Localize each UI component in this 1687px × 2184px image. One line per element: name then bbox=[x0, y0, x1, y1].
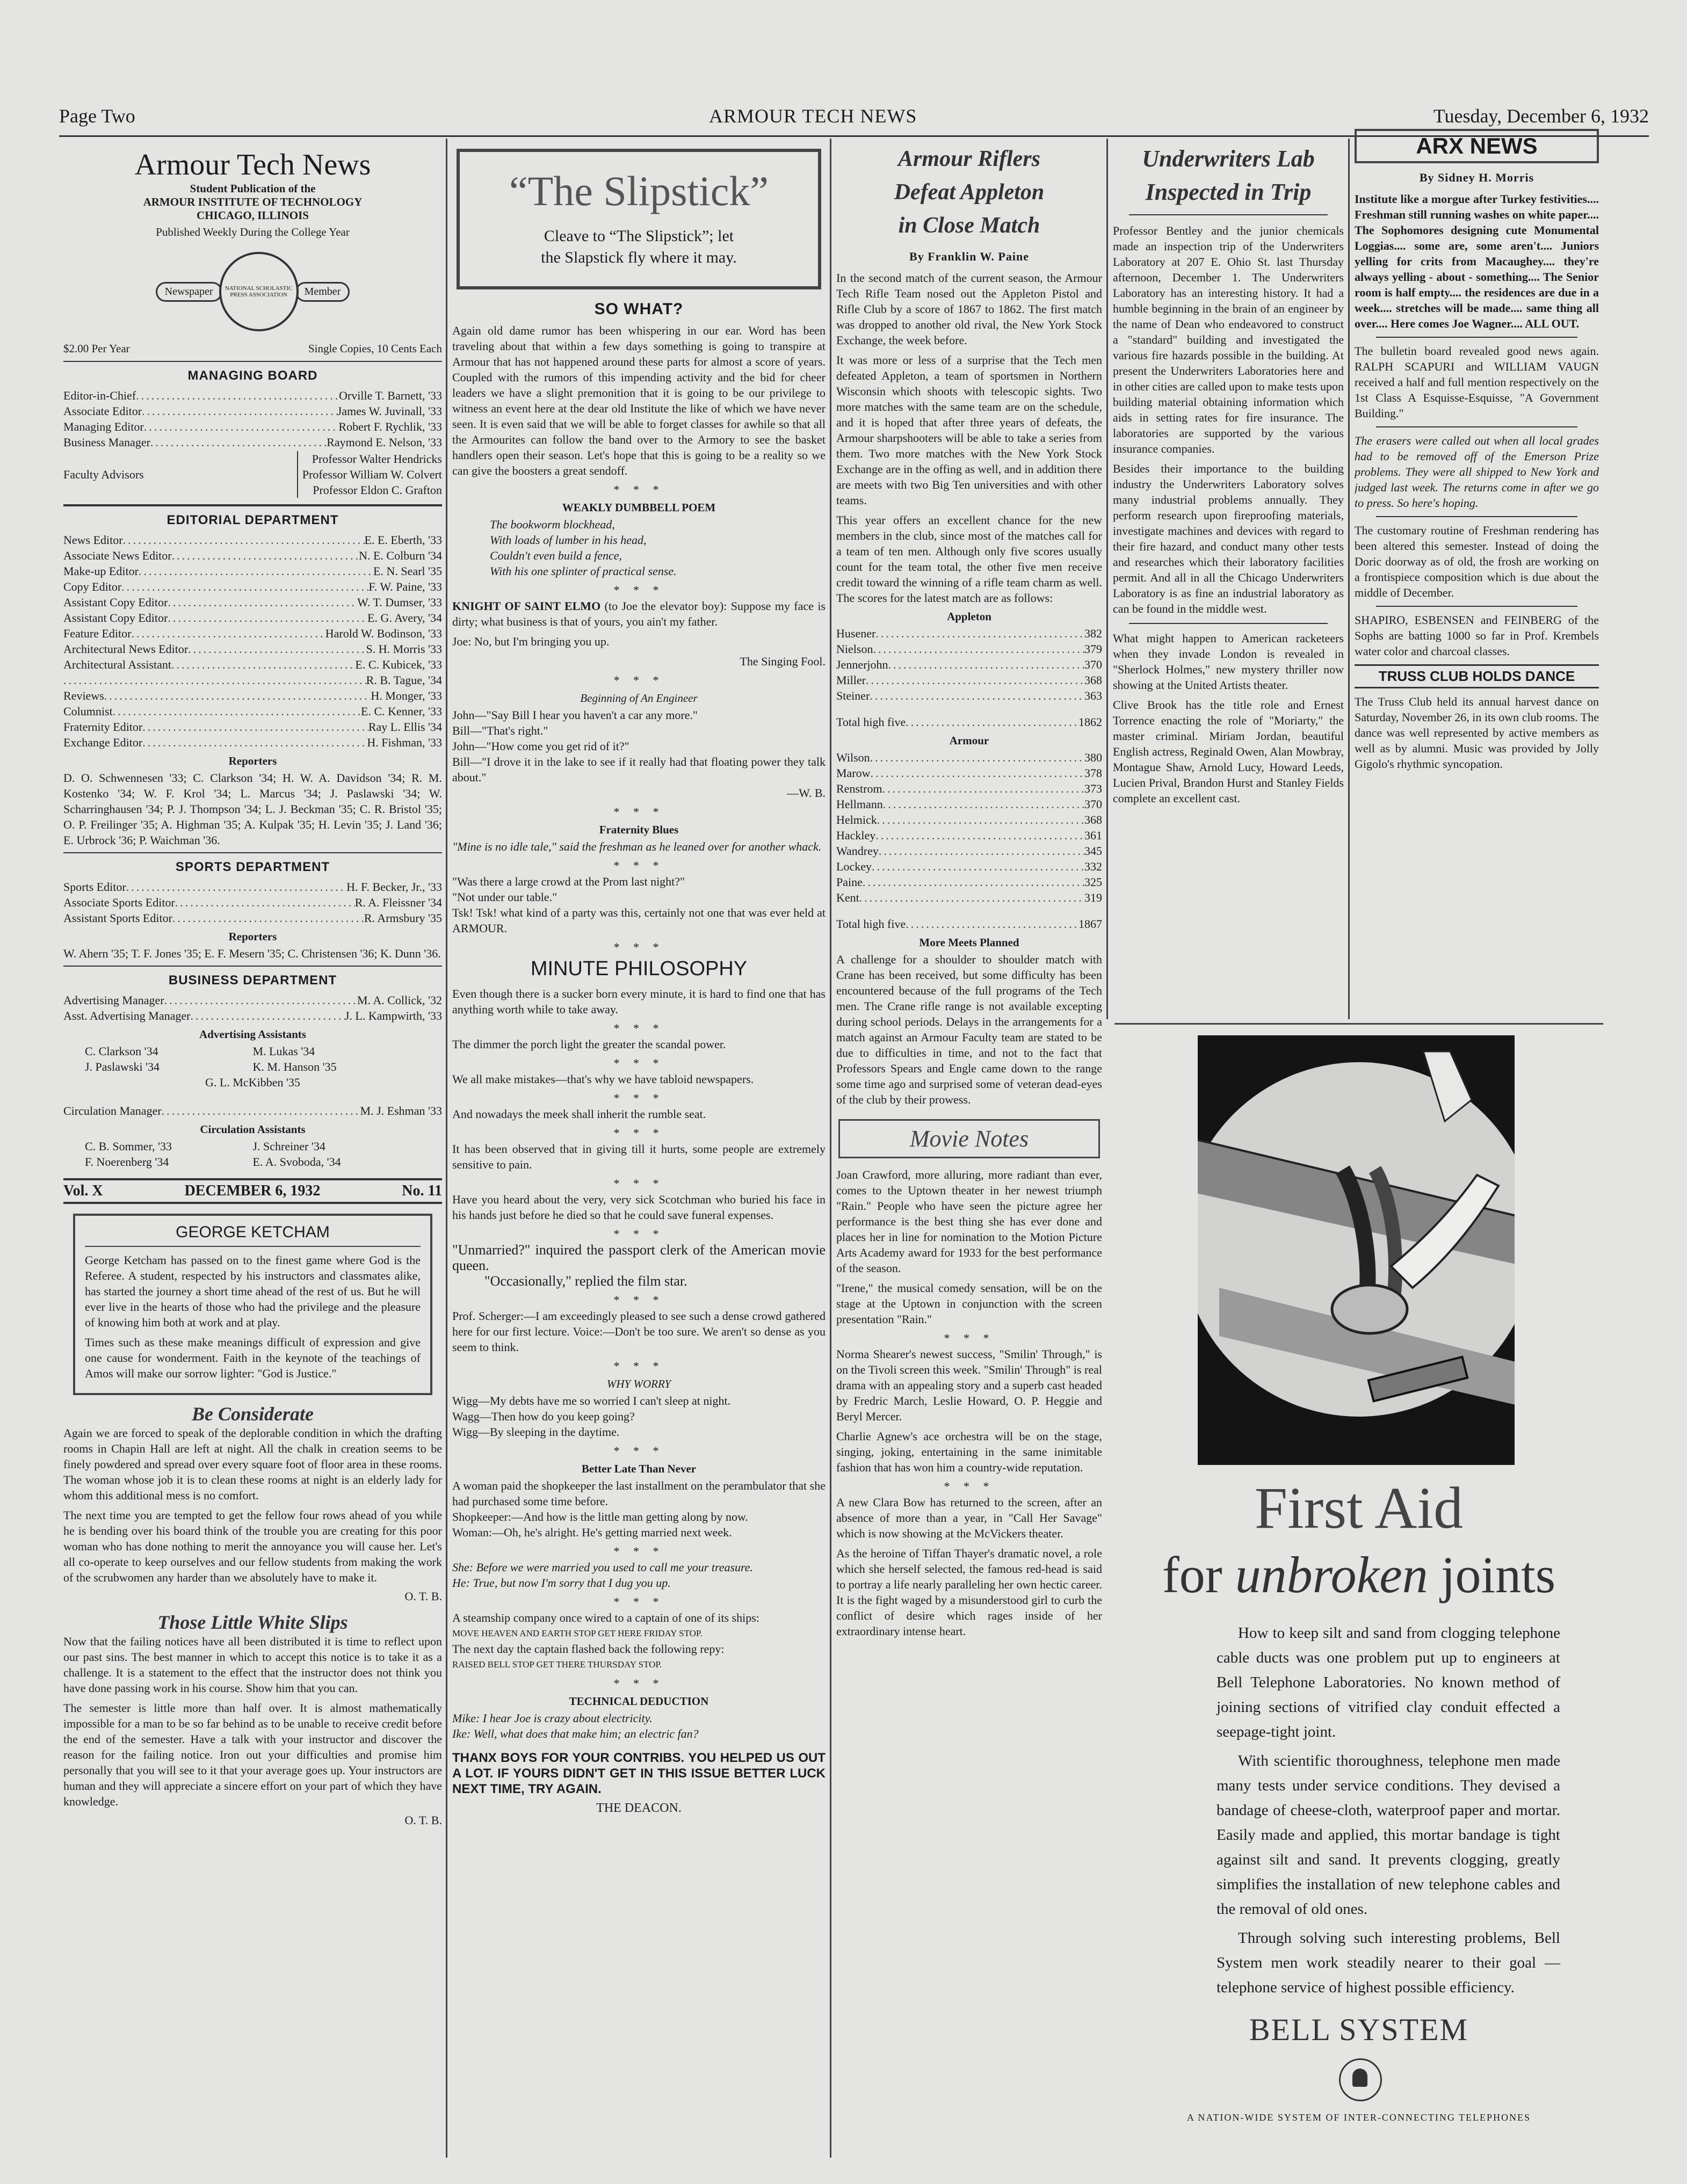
staff-role: Feature Editor bbox=[63, 627, 132, 640]
score-row bbox=[836, 859, 1102, 874]
shooter-name: Renstrom bbox=[836, 782, 882, 795]
staff-name: H. Fishman, '33 bbox=[367, 736, 442, 749]
staff-row bbox=[63, 672, 442, 688]
nameplate-line: CHICAGO, ILLINOIS bbox=[197, 209, 309, 222]
staff-name: Robert F. Rychlik, '33 bbox=[338, 420, 442, 433]
staff-name: R. A. Fleissner '34 bbox=[354, 896, 442, 909]
price-line: $2.00 Per Year Single Copies, 10 Cents Each bbox=[63, 342, 442, 355]
minute-philosophy: Even though there is a sucker born every minute, it is hard to find one that has anything worth while to take away. * * * The dimmer the porch light the greater the scandal power. * * * We all make mistakes—that's why we have tabloid newspapers. * * * And nowadays the meek shall inherit the rumble seat. * * * It has been observed that in giving till it hurts, some people are extremely sensitive to pain. * * * Have you heard about the very, very sick Scotchman who buried his face in his hands just before he died so that he could save funeral expenses. bbox=[452, 987, 826, 1222]
staff-row bbox=[63, 910, 442, 926]
shooter-name: Hellmann bbox=[836, 797, 883, 811]
staff-role: Assistant Copy Editor bbox=[63, 611, 168, 625]
shooter-score: 361 bbox=[1084, 829, 1102, 842]
bell-system-tagline: A NATION-WIDE SYSTEM OF INTER-CONNECTING TELEPHONES bbox=[1186, 2112, 1531, 2123]
staff-role: Copy Editor bbox=[63, 580, 122, 593]
shooter-score: 325 bbox=[1084, 875, 1102, 889]
staff-role: Columnist bbox=[63, 705, 113, 718]
score-row bbox=[836, 657, 1102, 672]
shooter-name: Marow bbox=[836, 766, 871, 780]
staff-name: E. C. Kenner, '33 bbox=[361, 705, 442, 718]
staff-name: W. T. Dumser, '33 bbox=[357, 596, 442, 609]
column-rule bbox=[446, 139, 447, 2158]
shooter-score: 1867 bbox=[1078, 917, 1102, 931]
score-row bbox=[836, 796, 1102, 812]
shooter-score: 370 bbox=[1084, 658, 1102, 671]
shooter-score: 319 bbox=[1084, 891, 1102, 904]
staff-role: Business Manager bbox=[63, 436, 150, 449]
white-slips-editorial: Those Little White Slips Now that the failing notices have all been distributed it is time to reflect upon our past sins. The best manner in which to accept this notice is to take it as a challenge. It is a statement to the effect that the instructor does not think you have done passing work in his course. Show him that you can. The semester is little more than half over. It is almost mathematically impossible for a man to be so far behind as to be unable to receive credit before the end of the semester. Have a talk with your instructor and discover the reason for the failing notice. Iron out your difficulties and promise him personally that you will see to it that your average goes up. Your instructors are human and they will appreciate a sincere effort on your part of which they have knowledge. O. T. B. bbox=[63, 1612, 442, 1827]
score-row bbox=[836, 672, 1102, 688]
shooter-name: Jennerjohn bbox=[836, 658, 888, 671]
arx-news-column: ARX NEWS By Sidney H. Morris Institute like a morgue after Turkey festivities.... Freshman still running washes on white paper.... The Sophomores designing cute Monumental Loggias.... some are, some aren't.... Juniors yelling for crits from Macaughey.... they're always yelling - about - something.... The Senior room is half empty.... the residences are due in a week.... stretches will be made.... same thing all over.... Here comes Joe Wagner.... ALL OUT. The bulletin board revealed good news again. RALPH SCAPURI and WILLIAM VAUGN received a half and full mention respectively on the 1st Class A Esquisse-Esquisse, "A Government Building." The erasers were called out when all local grades had to be removed off of the Emerson Prize problems. They were all shipped to New York and judged last week. The returns come in after we go to press. So here's hoping. The customary routine of Freshman rendering has been altered this semester. Instead of doing the Doric doorway as of old, the frosh are working on a frontispiece composition which is due about the middle of December. SHAPIRO, ESBENSEN and FEINBERG of the Sophs are batting 1000 so far in Prof. Krembels water color and charcoal classes. TRUSS CLUB HOLDS DANCE The Truss Club held its annual harvest dance on Saturday, November 26, in its own club rooms. The dance was well represented by active members as well as by alumni. Music was provided by Jolly Gigolo's rhythmic syncopation. bbox=[1355, 129, 1599, 1018]
staff-row bbox=[63, 735, 442, 750]
staff-name: J. L. Kampwirth, '33 bbox=[344, 1009, 442, 1022]
score-row bbox=[836, 890, 1102, 905]
score-row bbox=[836, 765, 1102, 781]
editorial-department: EDITORIAL DEPARTMENT News Editor ..... E. E. Eberth, '33 Associate News Editor ..... N. E. Colburn '34 Make-up Editor ..... E. N. Searl '35 Copy Editor ..... F. W. Paine, '33 Assistant Copy Editor ..... W. T. Dumser, '33 Assistant Copy Editor ..... E. G. Avery, '34 Feature Editor ..... Harold W. Bodinson, '33 Architectural News Editor ..... S. H. Morris '33 Architectural Assistant ..... E. C. Kubicek, '33 ..... R. B. Tague, '34 Reviews ..... H. Monger, '33 Columnist ..... E. C. Kenner, '33 Fraternity Editor ..... Ray L. Ellis '34 Exchange Editor ..... H. Fishman, '33 Reporters D. O. Schwennesen '33; C. Clarkson '34; H. W. A. Davidson '34; R. M. Kostenko '34; W. F. Krol '34; L. Marcus '34; J. Paslawski '34; W. Scharringhausen '34; P. J. Thompson '34; L. J. Beckman '35; C. R. Bristol '35; O. P. Freilinger '35; A. Highman '35; A. Kulpak '35; H. Levin '35; J. Land '36; E. Urbrock '36; P. Waichman '36. bbox=[63, 513, 442, 848]
staff-row bbox=[63, 992, 442, 1008]
shooter-name: Husener bbox=[836, 627, 876, 640]
movie-notes-heading: Movie Notes bbox=[838, 1119, 1100, 1158]
staff-name: Orville T. Barnett, '33 bbox=[339, 389, 442, 402]
shooter-name: Hackley bbox=[836, 829, 876, 842]
staff-role: Associate News Editor bbox=[63, 549, 172, 562]
staff-role: Editor-in-Chief bbox=[63, 389, 136, 402]
ad-body: How to keep silt and sand from clogging telephone cable ducts was one problem put up to engineers at Bell Telephone Laboratories. No known method of joining sections of vitrified clay conduit effected a seepage-tight joint. With scientific thoroughness, telephone men made many tests under service conditions. They devised a bandage of cheese-cloth, waterproof paper and mortar. Easily made and applied, this mortar bandage is tight against silt and sand. It prevents clogging, greatly simplifies the installation of new telephone cables and the removal of old ones. Through solving such interesting problems, Bell System men work steadily nearer to their goal —telephone service of highest possible efficiency. bbox=[1217, 1624, 1560, 1996]
bell-system-brand: BELL SYSTEM bbox=[1249, 2012, 1469, 2047]
score-row bbox=[836, 641, 1102, 657]
score-row bbox=[836, 812, 1102, 828]
staff-row bbox=[63, 703, 442, 719]
nameplate-title: Armour Tech News bbox=[134, 148, 371, 182]
ad-headline-line1: First Aid bbox=[1254, 1475, 1464, 1541]
score-row bbox=[836, 843, 1102, 859]
staff-row bbox=[63, 403, 442, 419]
shooter-score: 382 bbox=[1084, 627, 1102, 640]
score-row bbox=[836, 626, 1102, 641]
staff-name: N. E. Colburn '34 bbox=[359, 549, 442, 562]
ad-headline-line2: for unbroken joints bbox=[1162, 1546, 1556, 1603]
shooter-score: 332 bbox=[1084, 860, 1102, 873]
staff-row bbox=[63, 548, 442, 563]
shooter-name: Wandrey bbox=[836, 844, 879, 858]
staff-role: Associate Sports Editor bbox=[63, 896, 175, 909]
sports-department: SPORTS DEPARTMENT Sports Editor ..... H. F. Becker, Jr., '33 Associate Sports Editor ..... R. A. Fleissner '34 Assistant Sports Editor ..... R. Armsbury '35 Reporters W. Ahern '35; T. F. Jones '35; E. F. Mesern '35; C. Christensen '36; K. Dunn '36. bbox=[63, 860, 442, 961]
shooter-score: 379 bbox=[1084, 642, 1102, 656]
staff-row bbox=[63, 532, 442, 548]
minute-philosophy-heading: MINUTE PHILOSOPHY bbox=[530, 957, 748, 980]
shooter-name: Lockey bbox=[836, 860, 872, 873]
staff-row bbox=[63, 1008, 442, 1024]
staff-name: R. Armsbury '35 bbox=[364, 911, 442, 925]
staff-row bbox=[63, 641, 442, 657]
staff-row bbox=[63, 419, 442, 434]
score-row bbox=[836, 688, 1102, 703]
business-department: BUSINESS DEPARTMENT Advertising Manager ..... M. A. Collick, '32 Asst. Advertising Manager ..... J. L. Kampwirth, '33 Advertising Assistants C. Clarkson '34 M. Lukas '34 J. Paslawski '34 K. M. Hanson '35 G. L. McKibben '35 Circulation Manager ..... M. J. Eshman '33 Circulation Assistants C. B. Sommer, '33 J. Schreiner '34 F. Noerenberg '34 E. A. Svoboda, '34 bbox=[63, 973, 442, 1170]
staff-role: Assistant Copy Editor bbox=[63, 596, 168, 609]
staff-role: Associate Editor bbox=[63, 404, 142, 418]
staff-role: Sports Editor bbox=[63, 880, 126, 894]
staff-role: Advertising Manager bbox=[63, 993, 164, 1007]
nameplate-line: Student Publication of the bbox=[190, 182, 316, 195]
staff-row bbox=[63, 719, 442, 735]
dumbbell-poem: The bookworm blockhead, With loads of lumber in his head, Couldn't even build a fence, With his one splinter of practical sense. bbox=[490, 518, 677, 578]
appleton-score-table bbox=[836, 626, 1102, 730]
staff-role: Architectural News Editor bbox=[63, 642, 189, 656]
staff-row bbox=[63, 388, 442, 403]
shooter-name: Wilson bbox=[836, 751, 870, 764]
shooter-name: Kent bbox=[836, 891, 859, 904]
staff-name: E. E. Eberth, '33 bbox=[364, 533, 442, 547]
staff-row bbox=[63, 434, 442, 450]
score-row bbox=[836, 828, 1102, 843]
engineer-joke: John—"Say Bill I hear you haven't a car any more." Bill—"That's right." John—"How come you get rid of it?" Bill—"I drove it in the lake to see if it really had that floating power they talk about." bbox=[452, 708, 826, 784]
staff-name: Ray L. Ellis '34 bbox=[368, 720, 442, 734]
staff-row bbox=[63, 688, 442, 703]
staff-name: H. F. Becker, Jr., '33 bbox=[346, 880, 442, 894]
shooter-name: Total high five bbox=[836, 715, 906, 729]
shooter-score: 345 bbox=[1084, 844, 1102, 858]
bell-system-advertisement bbox=[1114, 1023, 1603, 2147]
shooter-name: Nielson bbox=[836, 642, 873, 656]
column-rule bbox=[1348, 139, 1350, 1019]
score-row bbox=[836, 781, 1102, 796]
staff-row bbox=[63, 879, 442, 895]
ketcham-memorial-box: GEORGE KETCHAM George Ketcham has passed on to the finest game where God is the Referee. A student, respected by his instructors and classmates alike, has started the journey a short time ahead of the rest of us. But he will ever live in the hearts of those who had the privilege and the pleasure of knowing him both at work and at play. Times such as these make meanings difficult of expression and give one cause for wonderment. Faith in the keynote of the teachings of Amos will make our sorrow lighter: "God is Justice." bbox=[73, 1214, 432, 1395]
sports-reporters: W. Ahern '35; T. F. Jones '35; E. F. Mesern '35; C. Christensen '36; K. Dunn '36. bbox=[63, 947, 441, 960]
staff-row: Circulation Manager ..... M. J. Eshman '33 bbox=[63, 1103, 442, 1119]
riflers-column: Armour Riflers Defeat Appleton in Close Match By Franklin W. Paine In the second match of the current season, the Armour Tech Rifle Team nosed out the Appleton Pistol and Rifle Club by a score of 1867 to 1862. The first match was dropped to another old rival, the New York Stock Exchange, the week before. It was more or less of a surprise that the Tech men defeated Appleton, a team of sportsmen in Northern Wisconsin which shoots with telescopic sights. Two more matches with the same team are on the schedule, and it is hoped that after three years of defeats, the Armour sharpshooters will be able to take a series from them. Two more matches with the New York Stock Exchange are in the offing as well, and in addition there are meets with two Big Ten universities and with other teams. This year offers an excellent chance for the new members in the club, since most of the matches call for a team of ten men. Although only five scores usually count for the team total, the other five men receive credit toward the winning of a rifle team charm as well. The scores for the latest match are as follows: Appleton Husener ..... 382 Nielson ..... 379 Jennerjohn ..... 370 Miller ..... 368 Steiner ..... 363 Total high five ..... 1862 Armour Wilson ..... 380 Marow ..... 378 Renstrom ..... 373 Hellmann ..... 370 Helmick ..... 368 Hackley ..... 361 Wandrey ..... 345 Lockey ..... 332 Paine ..... 325 Kent ..... 319 Total high five ..... 1867 More Meets Planned A challenge for a shoulder to shoulder match with Crane has been received, but some difficulty has been encountered because of the full programs of the Tech men. The Crane rifle range is not available excepting during school periods. Delays in the arrangements for a match against an Armour Faculty team are stated to be due to difficulties in time, and not to the fact that Professors Spears and Engle came down to the range some time ago and surprised some of veteran dead-eyes of the club by their prowess. Movie Notes Joan Crawford, more alluring, more radiant than ever, comes to the Uptown theater in her newest triumph "Rain." People who have seen the picture agree her performance is the best thing she has ever done and places her in line for nomination to the Motion Picture Arts Academy award for 1933 for the best performance of the season. "Irene," the musical comedy sensation, will be on the stage at the Uptown in conjunction with the screen presentation "Rain." * * * Norma Shearer's newest success, "Smilin' Through," is on the Tivoli screen this week. "Smilin' Through" is real drama with an appealing story and a superb cast headed by Fredric March, Leslie Howard, O. P. Heggie and Beryl Mercer. Charlie Agnew's ace orchestra will be on the stage, singing, joking, entertaining in the same inimitable fashion that has won him a country-wide reputation. * * * A new Clara Bow has returned to the screen, after an absence of more than a year, in "Call Her Savage" which is now showing at the McVickers theater. As the heroine of Tiffan Thayer's dramatic novel, a role which she herself selected, the famous red-head is said to portray a life nearly paralleling her own hectic career. It is the fight waged by a misunderstood girl to curb the conflict of desire which rages inside of her extraordinary intense heart. bbox=[836, 142, 1102, 2156]
staff-row bbox=[63, 594, 442, 610]
shooter-score: 378 bbox=[1084, 766, 1102, 780]
press-association-badge: Newspaper NATIONAL SCHOLASTIC PRESS ASSOCIATION Member bbox=[63, 252, 442, 331]
score-row bbox=[836, 750, 1102, 765]
bell-logo-icon bbox=[1339, 2058, 1382, 2101]
staff-name: E. N. Searl '35 bbox=[373, 564, 442, 578]
shooter-score: 373 bbox=[1084, 782, 1102, 795]
staff-role: Architectural Assistant bbox=[63, 658, 172, 671]
staff-role: Make-up Editor bbox=[63, 564, 139, 578]
riflers-headline: Armour Riflers Defeat Appleton in Close Match bbox=[894, 147, 1045, 238]
editorial-reporters: D. O. Schwennesen '33; C. Clarkson '34; H. W. A. Davidson '34; R. M. Kostenko '34; W. F. Krol '34; L. Marcus '34; J. Paslawski '34; W. Scharringhausen '34; P. J. Thompson '34; L. J. Beckman '35; C. R. Bristol '35; O. P. Freilinger '35; A. Highman '35; A. Kulpak '35; H. Levin '35; J. Land '36; E. Urbrock '36; P. Waichman '36. bbox=[63, 771, 442, 847]
underwriters-column: Underwriters Lab Inspected in Trip Professor Bentley and the junior chemicals made an inspection trip of the Underwriters Laboratory at 207 E. Ohio St. last Thursday afternoon, December 1. The Underwriters Laboratory has an interesting history. It had a humble beginning in the brain of an engineer by the name of Dean who endeavored to construct a "standard" building and investigated the various fire hazards possible in the building. At present the Underwriters Laboratories here and in other cities are called upon to make tests upon building material obtaining information which aids in setting rates for fire insurance. The laboratories are supported by the various insurance companies. Besides their importance to the building industry the Underwriters Laboratory solves many industrial problems annually. They perform research upon fireproofing materials, investigate machines and devices with regard to their fire hazard, and conduct many other tests and researches which their laboratory facilities permit. And all in all the Chicago Underwriters Laboratory is as fine an industrial laboratory as can be found in the middle west. What might happen to American racketeers when they invade London is revealed in "Sherlock Holmes," new mystery thriller now showing at the United Artists theater. Clive Brook has the title role and Ernest Torrence enacting the role of "Moriarty," the master criminal. Miriam Jordan, beautiful English actress, Reginald Owen, Alan Mowbray, Montague Shaw, Arnold Lucy, Howard Leeds, Lucien Prival, Brandon Hurst and Stanley Fields complete an excellent cast. bbox=[1113, 142, 1344, 1018]
staff-row bbox=[63, 579, 442, 594]
staff-role: Managing Editor bbox=[63, 420, 144, 433]
nameplate bbox=[63, 148, 442, 355]
staff-row bbox=[63, 657, 442, 672]
truss-club-heading: TRUSS CLUB HOLDS DANCE bbox=[1355, 664, 1599, 688]
staff-name: M. A. Collick, '32 bbox=[357, 993, 442, 1007]
shooter-score: 363 bbox=[1084, 689, 1102, 702]
staff-row bbox=[63, 895, 442, 910]
shooter-name: Paine bbox=[836, 875, 863, 889]
cable-duct-illustration bbox=[1198, 1035, 1515, 1465]
staff-role: Fraternity Editor bbox=[63, 720, 143, 734]
staff-and-editorial-column bbox=[63, 142, 442, 2156]
staff-name: S. H. Morris '33 bbox=[366, 642, 442, 656]
staff-name: E. C. Kubicek, '33 bbox=[355, 658, 442, 671]
shooter-score: 368 bbox=[1084, 813, 1102, 826]
column-rule bbox=[830, 139, 831, 2158]
score-row bbox=[836, 874, 1102, 890]
staff-role: News Editor bbox=[63, 533, 123, 547]
page-number: Page Two bbox=[59, 105, 135, 127]
shooter-name: Miller bbox=[836, 673, 866, 687]
shooter-score: 1862 bbox=[1078, 715, 1102, 729]
shooter-score: 380 bbox=[1084, 751, 1102, 764]
arx-news-heading: ARX NEWS bbox=[1355, 129, 1599, 163]
slipstick-banner: “The Slipstick” Cleave to “The Slipstick”; let the Slapstick fly where it may. bbox=[457, 149, 821, 289]
slipstick-title: “The Slipstick” bbox=[509, 168, 769, 214]
staff-name: E. G. Avery, '34 bbox=[367, 611, 442, 625]
staff-row bbox=[63, 563, 442, 579]
staff-name: Harold W. Bodinson, '33 bbox=[325, 627, 442, 640]
staff-role: Asst. Advertising Manager bbox=[63, 1009, 191, 1022]
deacon-note: THANX BOYS FOR YOUR CONTRIBS. YOU HELPED US OUT A LOT. IF YOURS DIDN'T GET IN THIS ISSUE BETTER LUCK NEXT TIME, TRY AGAIN. bbox=[452, 1751, 826, 1796]
managing-board: MANAGING BOARD Editor-in-Chief ..... Orville T. Barnett, '33 Associate Editor ..... James W. Juvinall, '33 Managing Editor ..... Robert F. Rychlik, '33 Business Manager ..... Raymond E. Nelson, '33 Faculty Advisors Professor Walter Hendricks Professor William W. Colvert Professor Eldon C. Grafton bbox=[63, 368, 442, 498]
staff-name: James W. Juvinall, '33 bbox=[337, 404, 442, 418]
armour-score-table bbox=[836, 750, 1102, 932]
faculty-advisors: Faculty Advisors Professor Walter Hendricks Professor William W. Colvert Professor Eldon C. Grafton bbox=[63, 452, 442, 497]
staff-role: Assistant Sports Editor bbox=[63, 911, 172, 925]
staff-name: H. Monger, '33 bbox=[371, 689, 442, 702]
volume-line: Vol. X DECEMBER 6, 1932 No. 11 bbox=[63, 1178, 442, 1204]
staff-role: Reviews bbox=[63, 689, 104, 702]
staff-row bbox=[63, 610, 442, 626]
staff-name: Raymond E. Nelson, '33 bbox=[327, 436, 442, 449]
issue-date: Tuesday, December 6, 1932 bbox=[1433, 105, 1649, 127]
staff-row bbox=[63, 626, 442, 641]
nameplate-line: Published Weekly During the College Year bbox=[156, 226, 350, 238]
be-considerate-editorial: Be Considerate Again we are forced to speak of the deplorable condition in which the drafting rooms in Chapin Hall are left at night. All the chalk in creation seems to be finely powdered and spread over every square foot of floor area in these rooms. The woman whose job it is to clean these rooms at night is an elderly lady for whom this additional mess is no comfort. The next time you are tempted to get the fellow four rows ahead of you while he is bending over his board think of the trouble you are creating for this poor woman who has done nothing to merit the annoyance you will cause her. Let's all co-operate to keep ourselves and our fellow students from making the work of the scrubwomen any harder than we absolutely have to make it. O. T. B. bbox=[63, 1403, 442, 1603]
slipstick-column: “The Slipstick” Cleave to “The Slipstick”; let the Slapstick fly where it may. SO WHAT? Again old dame rumor has been whispering in our ear. Word has been traveling about that within a few days something is going to transpire at Armour that has not happened around these parts for almost a score of years. Coupled with the rumors of this impending activity and the bid for cheer leaders we have a slight premonition that it is going to be our privilege to witness an event here at the dear old Institute the like of which we have never seen. It is even said that we will be able to forget classes for awhile so that all the Armourites can follow the band over to the Armory to see the basket handlers open their season. Let's hope that this is going to be a reality so we can give the boosters a great sendoff. * * * WEAKLY DUMBBELL POEM The bookworm blockhead, With loads of lumber in his head, Couldn't even build a fence, With his one splinter of practical sense. * * * KNIGHT OF SAINT ELMO (to Joe the elevator boy): Suppose my face is dirty; what business is that of yours, you ain't my father. Joe: No, but I'm bringing you up. The Singing Fool. * * * Beginning of An Engineer John—"Say Bill I hear you haven't a car any more." Bill—"That's right." John—"How come you get rid of it?" Bill—"I drove it in the lake to see if it really had that floating power they talk about." —W. B. * * * Fraternity Blues "Mine is no idle tale," said the freshman as he leaned over for another whack. * * * "Was there a large crowd at the Prom last night?" "Not under our table." Tsk! Tsk! what kind of a party was this, certainly not one that was ever held at ARMOUR. * * * MINUTE PHILOSOPHY Even though there is a sucker born every minute, it is hard to find one that has anything worth while to take away. * * * The dimmer the porch light the greater the scandal power. * * * We all make mistakes—that's why we have tabloid newspapers. * * * And nowadays the meek shall inherit the rumble seat. * * * It has been observed that in giving till it hurts, some people are extremely sensitive to pain. * * * Have you heard about the very, very sick Scotchman who buried his face in his hands just before he died so that he could save funeral expenses. * * * "Unmarried?" inquired the passport clerk of the American movie queen. "Occasionally," replied the film star. * * * Prof. Scherger:—I am exceedingly pleased to see such a dense crowd gathered here for our first lecture. Voice:—Don't be too sure. We aren't so dense as you seem to think. * * * WHY WORRY Wigg—My debts have me so worried I can't sleep at night. Wagg—Then how do you keep going? Wigg—By sleeping in the daytime. * * * Better Late Than Never A woman paid the shopkeeper the last installment on the perambulator that she had purchased some time before. Shopkeeper:—And how is the little man getting along by now. Woman:—Oh, he's alright. He's getting married next week. * * * She: Before we were married you used to call me your treasure. He: True, but now I'm sorry that I dug you up. * * * A steamship company once wired to a captain of one of its ships: MOVE HEAVEN AND EARTH STOP GET HERE FRIDAY STOP. The next day the captain flashed back the following repy: RAISED BELL STOP GET THERE THURSDAY STOP. * * * TECHNICAL DEDUCTION Mike: I hear Joe is crazy about electricity. Ike: Well, what does that make him; an electric fan? THANX BOYS FOR YOUR CONTRIBS. YOU HELPED US OUT A LOT. IF YOURS DIDN'T GET IN THIS ISSUE BETTER LUCK NEXT TIME, TRY AGAIN. THE DEACON. bbox=[452, 142, 826, 2156]
shooter-name: Total high five bbox=[836, 917, 906, 931]
underwriters-headline: Underwriters Lab Inspected in Trip bbox=[1142, 146, 1315, 205]
staff-name: R. B. Tague, '34 bbox=[366, 673, 442, 687]
shooter-score: 368 bbox=[1084, 673, 1102, 687]
score-row bbox=[836, 714, 1102, 730]
column-rule bbox=[1106, 139, 1108, 1019]
paper-running-title: ARMOUR TECH NEWS bbox=[709, 105, 917, 127]
score-row bbox=[836, 916, 1102, 932]
shooter-score: 370 bbox=[1084, 797, 1102, 811]
shooter-name: Steiner bbox=[836, 689, 870, 702]
nameplate-line: ARMOUR INSTITUTE OF TECHNOLOGY bbox=[143, 195, 363, 208]
staff-role: Exchange Editor bbox=[63, 736, 143, 749]
shooter-name: Helmick bbox=[836, 813, 877, 826]
staff-name: F. W. Paine, '33 bbox=[368, 580, 442, 593]
npa-seal-icon: NATIONAL SCHOLASTIC PRESS ASSOCIATION bbox=[219, 252, 299, 331]
